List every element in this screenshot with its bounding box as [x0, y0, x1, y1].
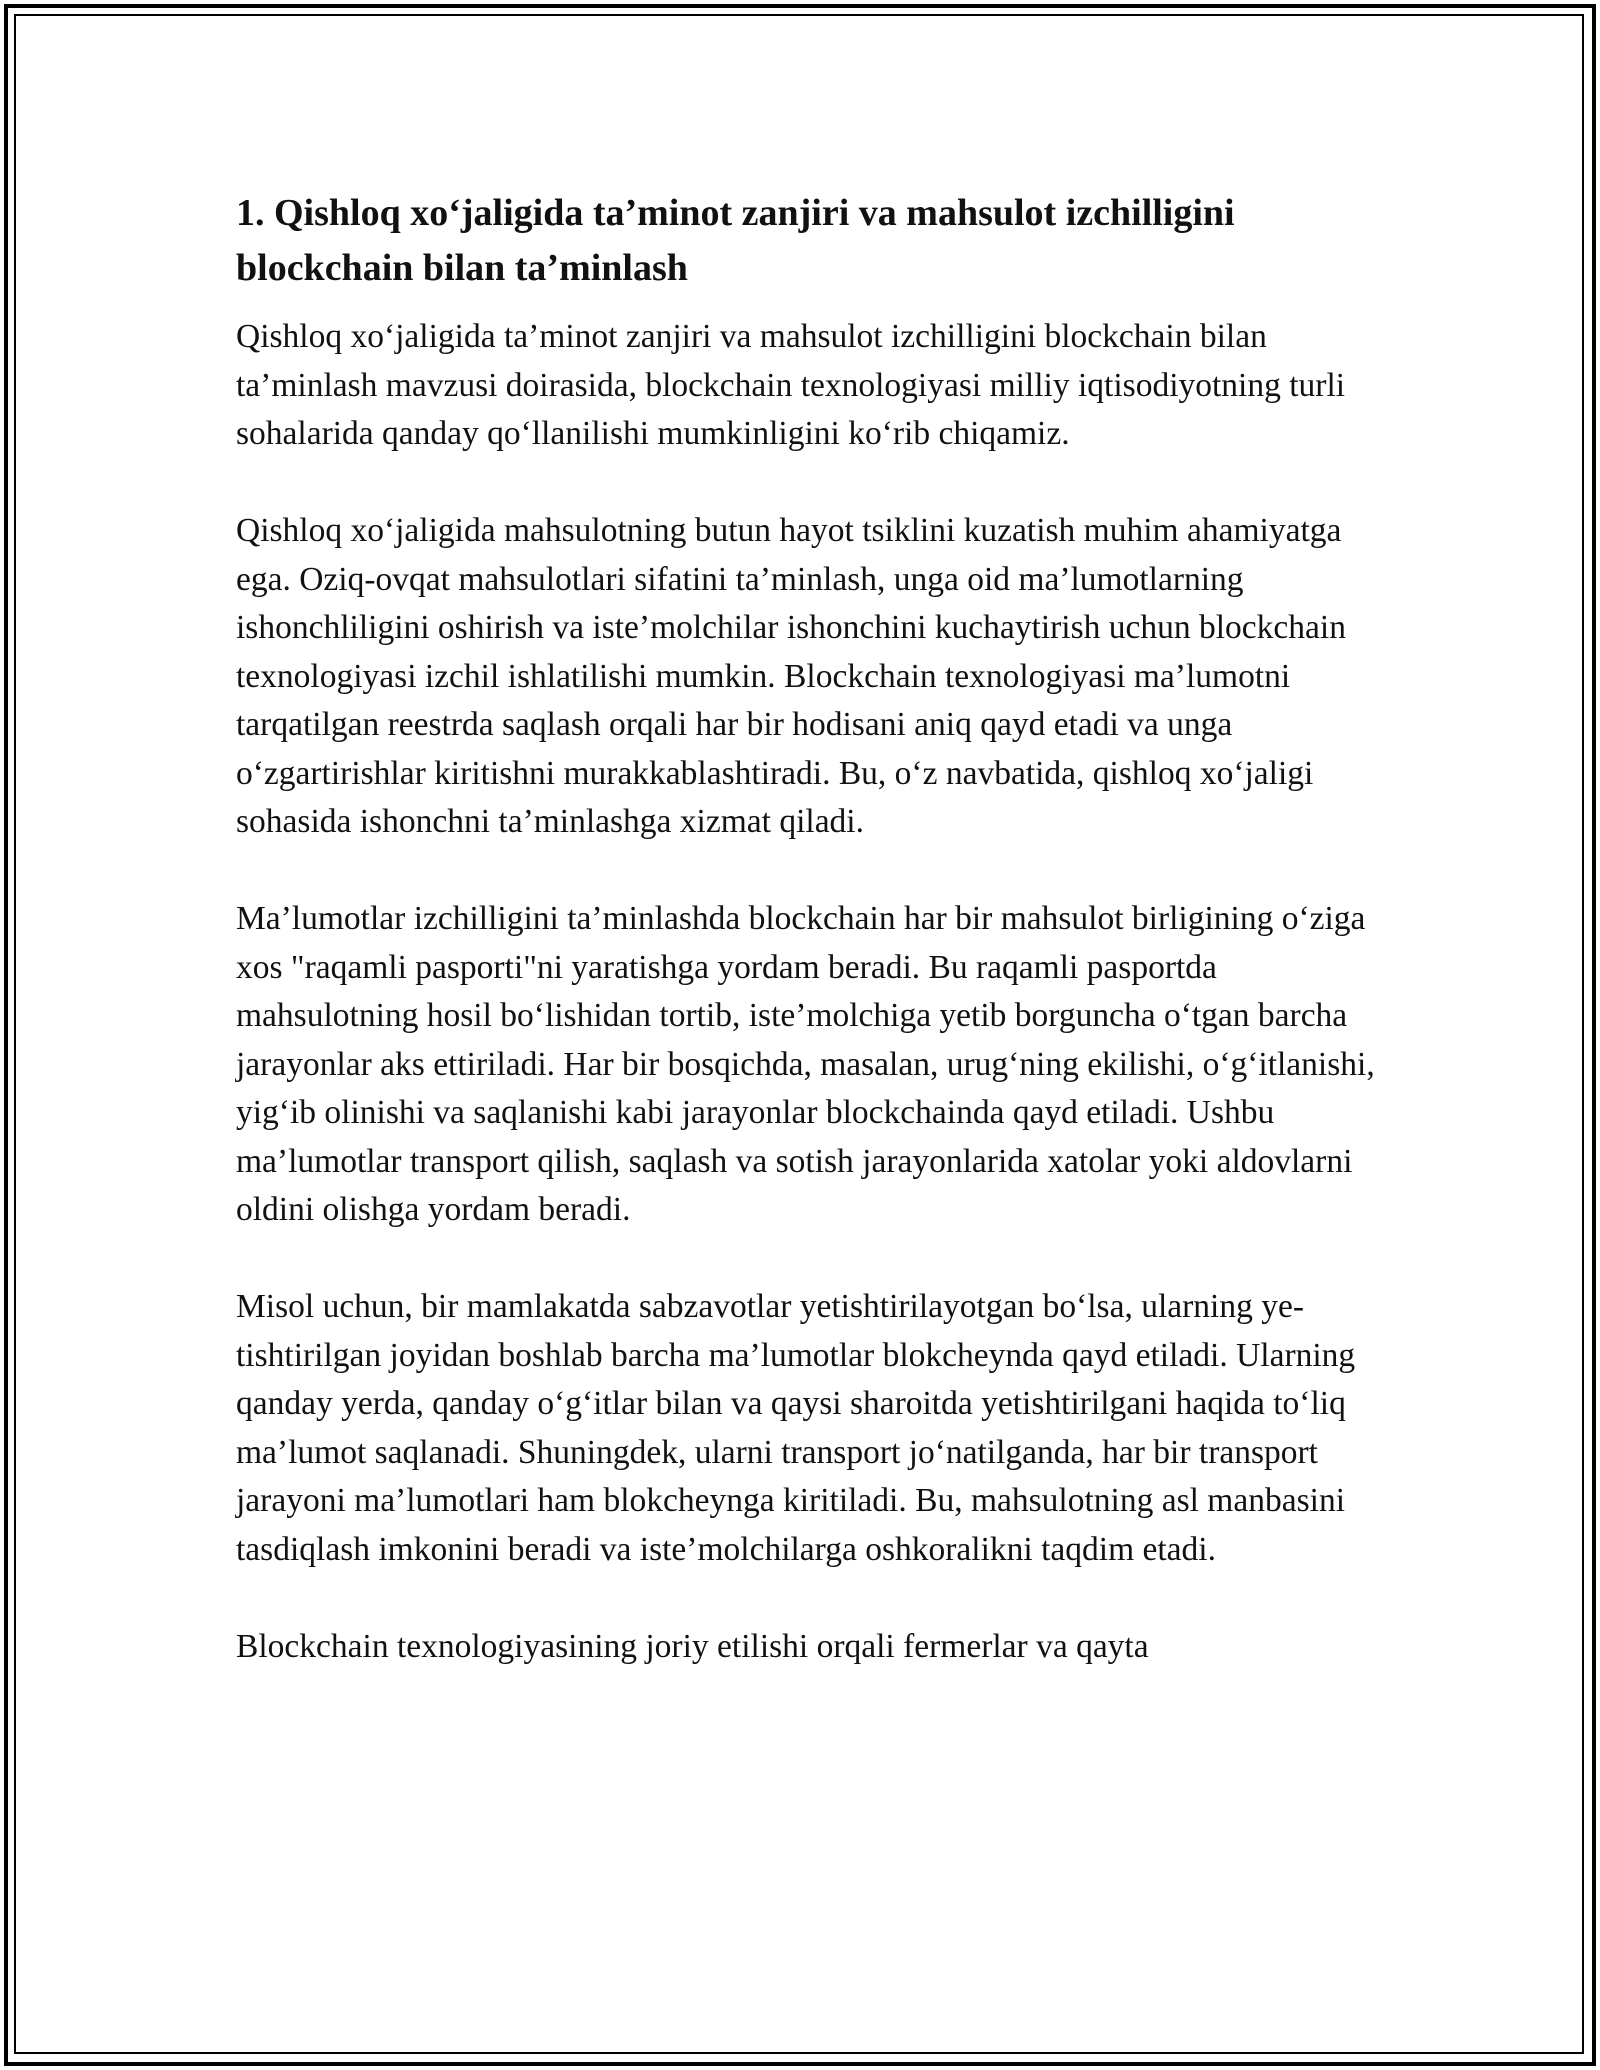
paragraph-2: Qishloq xo‘jaligida mahsulotning butun hayot tsiklini kuzatish muhim ahamiyatga ega. Oziq-ovqat mahsulotlari sifatini ta’minlash, unga oid ma’lumotlarning ishonchliligini oshirish va iste’molchilar ishonchini kuchaytirish uchun blockchain texnologiyasi izchil ishlatilishi mumkin. Blockchain texnologiyasi ma’lumotni tarqatilgan reestrda saqlash orqali har bir hodisani aniq qayd etadi va unga o‘zgartirishlar kiritishni murakkablashtiradi. Bu, o‘z navbatida, qishloq xo‘jaligi sohasida ishonchni ta’minlashga xizmat qiladi. [236, 512, 1346, 840]
paragraph-3: Ma’lumotlar izchilligini ta’minlashda blockchain har bir mahsulot birligining o‘ziga xos "raqamli pasporti"ni yaratishga yordam beradi. Bu raqamli pasportda mahsulotning hosil bo‘lishidan tortib, iste’molchiga yetib borguncha o‘tgan barcha jarayonlar aks ettiriladi. Har bir bosqichda, masalan, urug‘ning ekilishi, o‘g‘itlanishi, yig‘ib olinishi va saqlanishi kabi jarayonlar blockchainda qayd etiladi. Ushbu ma’lumotlar transport qilish, saqlash va sotish jarayonlarida xatolar yoki aldovlarni oldini olishga yordam beradi. [236, 900, 1375, 1228]
paragraph-4: Misol uchun, bir mamlakatda sabzavotlar yetishtirilayotgan bo‘lsa, ularning ye-tishtirilgan joyidan boshlab barcha ma’lumotlar blokcheynda qayd etiladi. Ularning qanday yerda, qanday o‘g‘itlar bilan va qaysi sharoitda yetishtirilgani haqida to‘liq ma’lumot saqlanadi. Shuningdek, ularni transport jo‘natilganda, har bir transport jarayoni ma’lumotlari ham blokcheynga kiritiladi. Bu, mahsulotning asl manbasini tasdiqlash imkonini beradi va iste’molchilarga oshkoralikni taqdim etadi. [236, 1288, 1356, 1568]
paragraph-1: Qishloq xo‘jaligida ta’minot zanjiri va mahsulot izchilligini blockchain bilan ta’minlash mavzusi doirasida, blockchain texnologiyasi milliy iqtisodiyotning turli sohalarida qanday qo‘llanilishi mumkinligini ko‘rib chiqamiz. [236, 318, 1346, 452]
document-body [236, 186, 1376, 1720]
section-heading: 1. Qishloq xo‘jaligida ta’minot zanjiri va mahsulot izchilligini blockchain bilan ta’minlash [236, 192, 1235, 289]
paragraph-5: Blockchain texnologiyasining joriy etilishi orqali fermerlar va qayta [236, 1627, 1149, 1665]
